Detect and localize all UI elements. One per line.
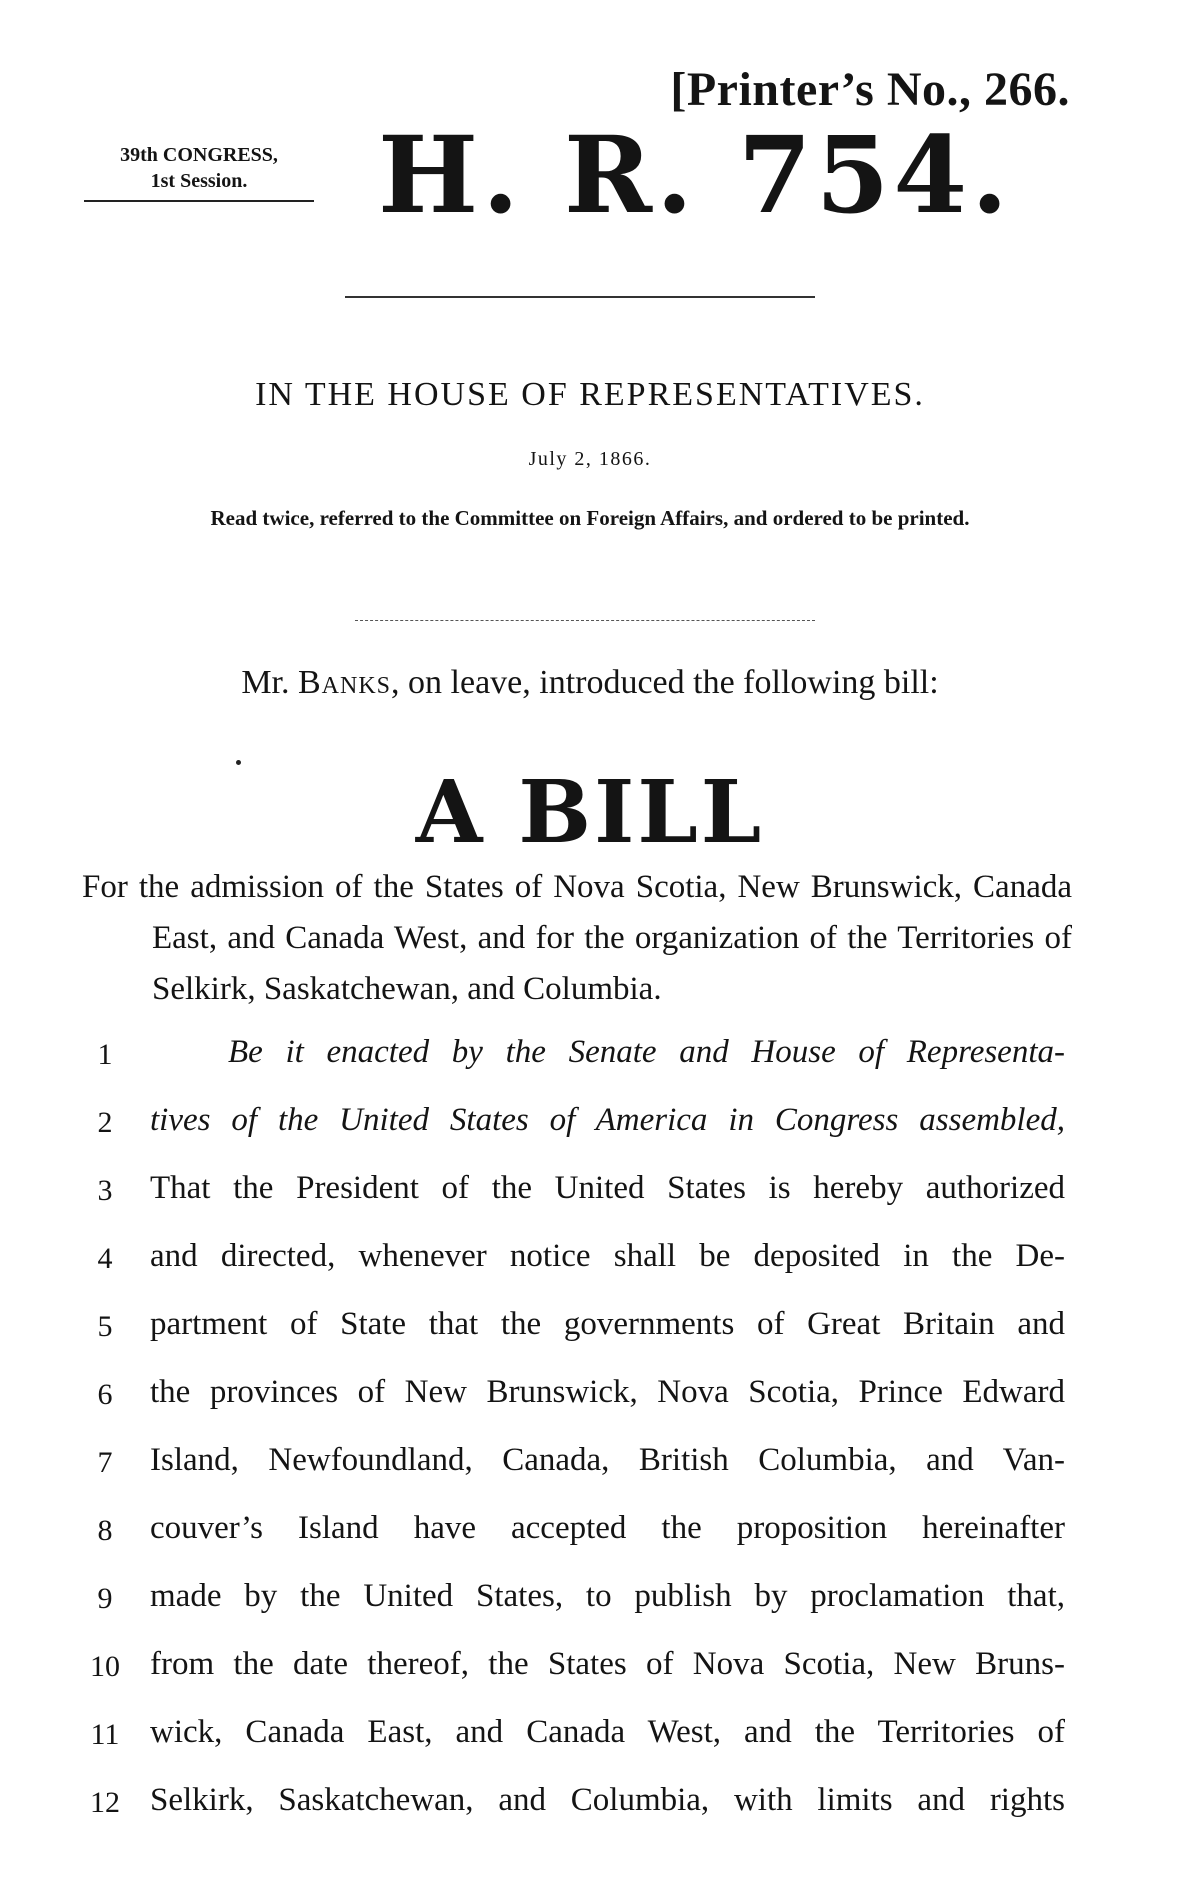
bill-line [0,1296,1180,1364]
line-number: 11 [90,1718,120,1751]
bill-line [0,1568,1180,1636]
line-text: Island, Newfoundland, Canada, British Columbia, and Van- [150,1442,1065,1478]
divider-rule-middle [355,620,815,621]
bill-line [0,1636,1180,1704]
line-text: partment of State that the governments of Great Britain and [150,1306,1065,1342]
bill-line [0,1364,1180,1432]
bill-line [0,1772,1180,1840]
bill-title: For the admission of the States of Nova Scotia, New Brunswick, Canada East, and Canada West, and for the organization of the Territories of Selkirk, Saskatchewan, and Columbia. [82,869,1072,1007]
line-number: 6 [97,1378,113,1411]
line-number: 2 [97,1106,113,1139]
house-heading: IN THE HOUSE OF REPRESENTATIVES. [255,376,925,413]
line-text: and directed, whenever notice shall be deposited in the De- [150,1238,1065,1274]
line-text: Be it enacted by the Senate and House of Representa- [228,1034,1065,1070]
session-number: 1st Session. [150,170,248,192]
line-text: Selkirk, Saskatchewan, and Columbia, with limits and rights [150,1782,1065,1818]
line-number: 5 [97,1310,113,1343]
line-text: wick, Canada East, and Canada West, and the Territories of [150,1714,1065,1750]
line-number: 9 [97,1582,113,1615]
line-number: 4 [97,1242,113,1275]
line-text: the provinces of New Brunswick, Nova Scotia, Prince Edward [150,1374,1065,1410]
line-text: couver’s Island have accepted the proposition hereinafter [150,1510,1065,1546]
bill-line [0,1228,1180,1296]
bill-line [0,1092,1180,1160]
intro-prefix: Mr. [241,664,298,701]
line-number: 3 [97,1174,113,1207]
congress-session-label [84,142,314,202]
printer-number: [Printer’s No., 266. [670,63,1070,116]
bill-line [0,1500,1180,1568]
bill-date: July 2, 1866. [528,448,652,470]
bill-number: H. R. 754. [378,112,1013,237]
congress-underline [84,200,314,202]
introduction-line [0,664,1180,702]
line-number: 10 [90,1650,120,1683]
sponsor-name: Banks [298,664,392,701]
line-text: from the date thereof, the States of Nova Scotia, New Bruns- [150,1646,1065,1682]
line-number: 12 [90,1786,120,1819]
line-number: 8 [97,1514,113,1547]
bill-line [0,1024,1180,1092]
intro-suffix: , on leave, introduced the following bill: [391,664,939,701]
referral-note: Read twice, referred to the Committee on Foreign Affairs, and ordered to be printed. [210,506,970,530]
line-number: 1 [97,1038,113,1071]
line-text: made by the United States, to publish by proclamation that, [150,1578,1065,1614]
bill-line [0,1160,1180,1228]
line-number: 7 [97,1446,113,1479]
bill-heading: A BILL [415,762,765,863]
bill-line [0,1432,1180,1500]
bill-line [0,1704,1180,1772]
divider-rule-top [345,296,815,298]
line-text: That the President of the United States is hereby authorized [150,1170,1065,1206]
congress-number: 39th CONGRESS, [120,144,278,166]
line-text: tives of the United States of America in Congress assembled, [150,1102,1065,1138]
